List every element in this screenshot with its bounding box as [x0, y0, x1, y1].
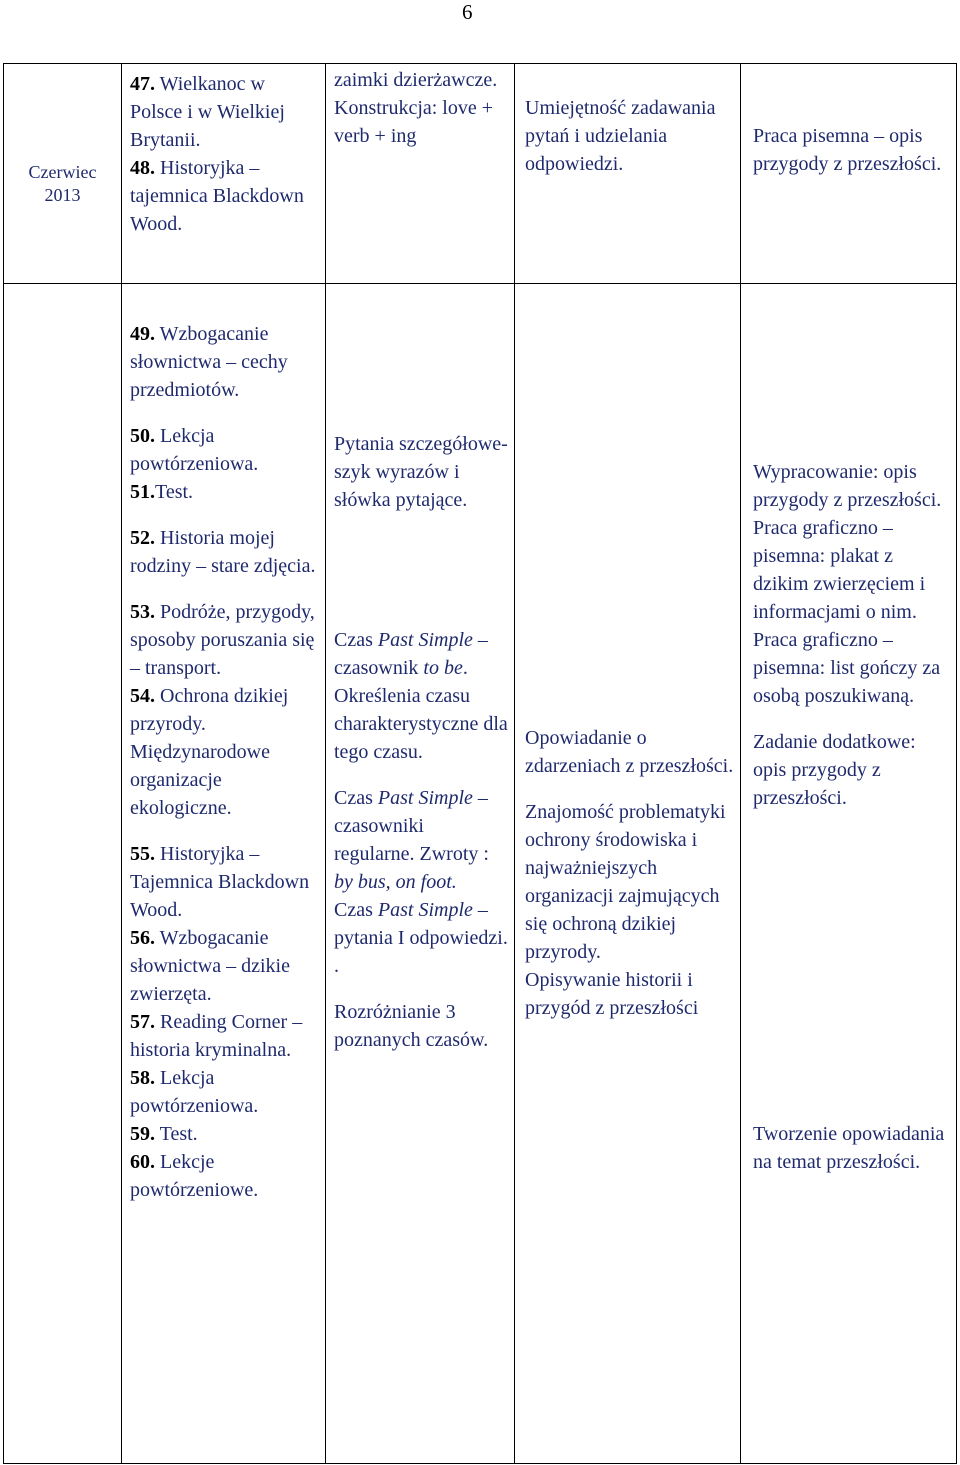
topic-item: 58. Lekcja powtórzeniowa.: [130, 1067, 259, 1117]
skills-item: Znajomość problematyki ochrony środowiska i najważniejszych organizacji zajmujących się ochroną dzikiej przyrody.: [525, 801, 726, 963]
writing-text: Praca pisemna – opis przygody z przeszłości.: [753, 125, 942, 175]
topic-item: 60. Lekcje powtórzeniowe.: [130, 1151, 259, 1201]
grammar-item: zaimki dzierżawcze.: [334, 69, 498, 91]
writing-item: Praca graficzno – pisemna: list gończy za osobą poszukiwaną.: [753, 629, 941, 707]
writing-item: Praca graficzno – pisemna: plakat z dzikim zwierzęciem i informacjami o nim.: [753, 517, 926, 623]
grammar-item: Pytania szczegółowe-szyk wyrazów i słówka pytające.: [334, 433, 508, 511]
topic-item: 50. Lekcja powtórzeniowa.: [130, 425, 259, 475]
skills-cell: [515, 284, 741, 1464]
month-cell-empty: [4, 284, 122, 1464]
topics-cell: [122, 284, 326, 1464]
writing-cell: [741, 64, 957, 284]
grammar-item-dot: .: [334, 955, 339, 977]
topic-item: 54. Ochrona dzikiej przyrody. Międzynarodowe organizacje ekologiczne.: [130, 685, 289, 819]
grammar-item: Rozróżnianie 3 poznanych czasów.: [334, 1001, 489, 1051]
grammar-cell: [326, 284, 515, 1464]
grammar-item: Czas Past Simple – pytania I odpowiedzi.: [334, 899, 508, 949]
topic-item: 47. Wielkanoc w Polsce i w Wielkiej Brytanii.: [130, 73, 285, 151]
topic-item: 51.Test.: [130, 481, 194, 503]
writing-item: Tworzenie opowiadania na temat przeszłości.: [753, 1123, 945, 1173]
month-year: 2013: [44, 185, 81, 205]
skills-item: Opisywanie historii i przygód z przeszłości: [525, 969, 699, 1019]
writing-item: Zadanie dodatkowe: opis przygody z przeszłości.: [753, 731, 916, 809]
grammar-item: Czas Past Simple – czasowniki regularne. Zwroty : by bus, on foot.: [334, 787, 489, 893]
table-row-topics: [4, 284, 957, 1464]
month-name: Czerwiec: [28, 162, 97, 182]
page-number: 6: [462, 0, 473, 24]
skills-cell: [515, 64, 741, 284]
topic-item: 48. Historyjka – tajemnica Blackdown Wood.: [130, 157, 304, 235]
topic-item: 55. Historyjka – Tajemnica Blackdown Wood.: [130, 843, 310, 921]
topic-item: 59. Test.: [130, 1123, 198, 1145]
grammar-cell: [326, 64, 515, 284]
topic-item: 53. Podróże, przygody, sposoby poruszania się – transport.: [130, 601, 315, 679]
topic-item: 56. Wzbogacanie słownictwa – dzikie zwierzęta.: [130, 927, 290, 1005]
topic-item: 57. Reading Corner – historia kryminalna.: [130, 1011, 303, 1061]
writing-cell: [741, 284, 957, 1464]
month-cell: [4, 64, 122, 284]
skills-text: Umiejętność zadawania pytań i udzielania odpowiedzi.: [525, 97, 716, 175]
writing-item: Wypracowanie: opis przygody z przeszłości.: [753, 461, 942, 511]
topic-item: 49. Wzbogacanie słownictwa – cechy przedmiotów.: [130, 323, 288, 401]
topic-item: 52. Historia mojej rodziny – stare zdjęcia.: [130, 527, 316, 577]
topics-cell: [122, 64, 326, 284]
curriculum-table: [3, 63, 957, 1464]
table-row-june: [4, 64, 957, 284]
grammar-item: Czas Past Simple – czasownik to be. Określenia czasu charakterystyczne dla tego czasu.: [334, 629, 508, 763]
grammar-item: Konstrukcja: love + verb + ing: [334, 97, 494, 147]
skills-item: Opowiadanie o zdarzeniach z przeszłości.: [525, 727, 734, 777]
